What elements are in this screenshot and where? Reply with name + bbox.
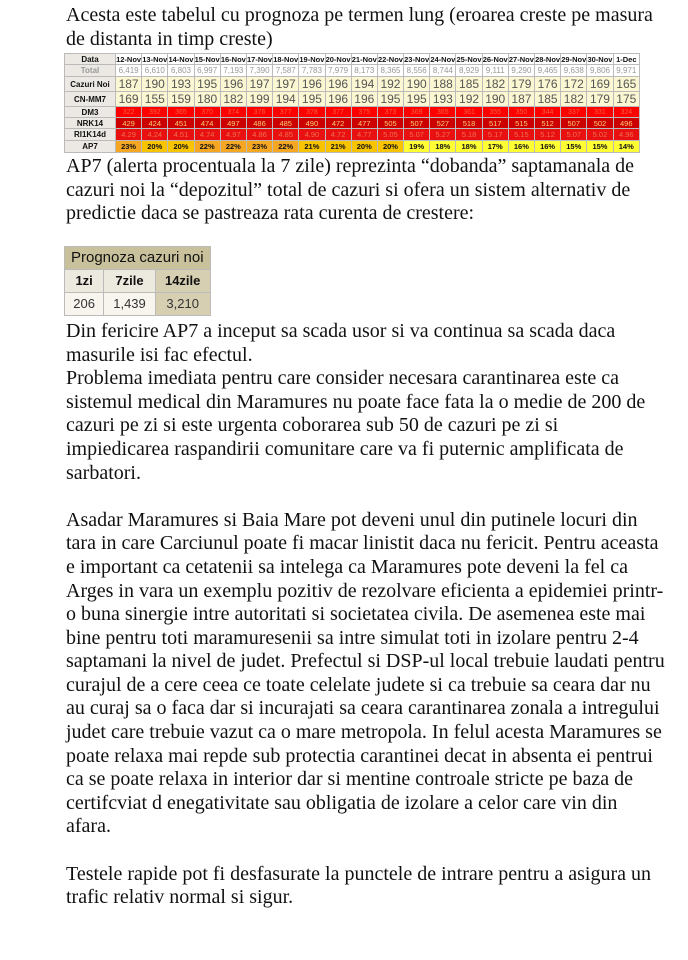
- table-cell: 324: [613, 107, 639, 118]
- table-cell: 199: [246, 92, 272, 107]
- table-cell: 5.07: [561, 129, 587, 141]
- date-header: 14-Nov: [168, 54, 194, 64]
- date-header: 28-Nov: [535, 54, 561, 64]
- table-cell: 185: [456, 77, 482, 92]
- row-label: Cazuri Noi: [65, 77, 116, 92]
- document: [66, 4, 666, 910]
- paragraph: Problema imediata pentru care consider necesara carantinarea este ca sistemul medical din Maramures nu poate face fata la o medie de 200 de cazuri pe zi si este urgenta coborarea sub 50 de cazuri pe zi si impiedicarea raspandirii comunitare care va fi puternic amplificata de sarbatori.: [66, 367, 646, 484]
- table-cell: 14%: [613, 141, 639, 153]
- table-cell: 176: [535, 77, 561, 92]
- table-cell: 477: [351, 118, 377, 129]
- table-cell: 190: [142, 77, 168, 92]
- table-row: [65, 77, 640, 92]
- table-cell: 365: [168, 107, 194, 118]
- table-cell: 192: [377, 77, 403, 92]
- table-row: [65, 107, 640, 118]
- table-cell: 6,419: [116, 65, 142, 77]
- ap7-paragraph: AP7 (alerta procentuala la 7 zile) reprezinta “dobanda” saptamanala de cazuri noi la “depozitul” total de cazuri si ofera un sistem alternativ de predictie daca se pastreaza rata curenta de crestere:: [66, 155, 635, 225]
- table-cell: 7,979: [325, 65, 351, 77]
- table-cell: 472: [325, 118, 351, 129]
- row-label: RI1K14d: [65, 129, 116, 141]
- table-row: [65, 141, 640, 153]
- table-cell: 22%: [194, 141, 220, 153]
- table-cell: 18%: [430, 141, 456, 153]
- table-cell: 378: [299, 107, 325, 118]
- table-cell: 159: [168, 92, 194, 107]
- table-cell: 23%: [246, 141, 272, 153]
- table-cell: 18%: [456, 141, 482, 153]
- table-cell: 185: [535, 92, 561, 107]
- date-header: 16-Nov: [220, 54, 246, 64]
- table-cell: 337: [561, 107, 587, 118]
- date-header: 25-Nov: [456, 54, 482, 64]
- table-cell: 9,290: [508, 65, 534, 77]
- table-cell: 190: [482, 92, 508, 107]
- table-cell: 179: [587, 92, 613, 107]
- table-cell: 365: [430, 107, 456, 118]
- table-cell: 4.97: [220, 129, 246, 141]
- table-cell: 196: [299, 77, 325, 92]
- table-cell: 196: [351, 92, 377, 107]
- table-cell: 374: [220, 107, 246, 118]
- table-cell: 485: [273, 118, 299, 129]
- table-cell: 9,638: [561, 65, 587, 77]
- table-cell: 377: [273, 107, 299, 118]
- table-cell: 5.15: [508, 129, 534, 141]
- table-cell: 507: [404, 118, 430, 129]
- row-label: CN-MM7: [65, 92, 116, 107]
- table-cell: 172: [561, 77, 587, 92]
- table-cell: 361: [456, 107, 482, 118]
- date-header: 17-Nov: [247, 54, 273, 64]
- paragraph: Asadar Maramures si Baia Mare pot deveni unul din putinele locuri din tara in care Carciunul poate fi macar linistit daca nu fericit. Pentru aceasta e important ca cetatenii sa intelega ca Maramures pote deveni la fel ca Arges in vara un exemplu pozitiv de rezolvare eficienta a epidemiei printr-o buna sinergie intre autoritati si societatea civila. De asemenea este mai bine pentru toti maramuresenii sa intre simulat toti in izolare pentru 2-4 saptamani la nivel de judet. Prefectul si DSP-ul local trebuie laudati pentru curajul de a cere ceea ce toate celelate judete si ca trebuie sa ceara dar nu au curaj sa o faca dar si incurajati sa ceara carantinarea zonala a intregului judet care trebuie vazut ca o mare metropola. In felul acesta Maramures se poate relaxa mai repde sub protectia carantinei decat in absenta ei pentrui ca se poate relaxa in interior dar si mentine controale stricte pe baza de certifcviat d enegativitate sau obligatia de izolare a celor care vin din afara.: [66, 508, 665, 838]
- table-cell: 507: [561, 118, 587, 129]
- table-cell: 197: [246, 77, 272, 92]
- date-header: 15-Nov: [194, 54, 220, 64]
- table-cell: 424: [142, 118, 168, 129]
- table-cell: 4.85: [273, 129, 299, 141]
- date-header: 1-Dec: [613, 54, 639, 65]
- table-cell: 17%: [482, 141, 508, 153]
- table-cell: 517: [482, 118, 508, 129]
- table-cell: 9,111: [482, 65, 508, 77]
- table-row: [65, 92, 640, 107]
- table-cell: 6,610: [142, 65, 168, 77]
- table-cell: 21%: [325, 141, 351, 153]
- table-cell: 331: [587, 107, 613, 118]
- table-cell: 5.07: [404, 129, 430, 141]
- table-cell: 165: [613, 77, 639, 92]
- table-cell: 20%: [351, 141, 377, 153]
- table-cell: 373: [377, 107, 403, 118]
- date-header: 12-Nov: [116, 54, 142, 64]
- forecast-header: 1zi: [65, 269, 104, 292]
- table-cell: 350: [508, 107, 534, 118]
- table-cell: 7,390: [246, 65, 272, 77]
- table-cell: 182: [220, 92, 246, 107]
- table-cell: 377: [325, 107, 351, 118]
- table-cell: 505: [377, 118, 403, 129]
- table-cell: 15%: [587, 141, 613, 153]
- table-cell: 322: [116, 107, 142, 118]
- table-cell: 194: [351, 77, 377, 92]
- table-cell: 187: [508, 92, 534, 107]
- table-cell: 16%: [535, 141, 561, 153]
- table-cell: 21%: [299, 141, 325, 153]
- table-cell: 22%: [220, 141, 246, 153]
- table-cell: 16%: [508, 141, 534, 153]
- table-cell: 496: [613, 118, 639, 129]
- date-header: 26-Nov: [482, 54, 508, 64]
- table-cell: 20%: [142, 141, 168, 153]
- table-cell: 4.29: [116, 129, 142, 141]
- paragraph: Din fericire AP7 a inceput sa scada usor si va continua sa scada daca masurile isi fac efectul.: [66, 319, 616, 366]
- table-cell: 180: [194, 92, 220, 107]
- table-row: [65, 118, 640, 129]
- table-cell: 7,783: [299, 65, 325, 77]
- table-cell: 512: [535, 118, 561, 129]
- table-cell: 196: [325, 92, 351, 107]
- table-cell: 4.24: [142, 129, 168, 141]
- table-cell: 4.72: [325, 129, 351, 141]
- table-cell: 9,465: [535, 65, 561, 77]
- date-header: 13-Nov: [142, 54, 168, 64]
- header-label: Data: [65, 54, 116, 65]
- table-row: [65, 65, 640, 77]
- paragraph: Testele rapide pot fi desfasurate la punctele de intrare pentru a asigura un trafic relativ normal si sigur.: [66, 862, 652, 909]
- table-cell: 4.96: [613, 129, 639, 141]
- forecast-value: 1,439: [104, 292, 156, 315]
- table-cell: 155: [142, 92, 168, 107]
- table-cell: 9,971: [613, 65, 639, 77]
- table-cell: 7,587: [273, 65, 299, 77]
- table-cell: 497: [220, 118, 246, 129]
- table-cell: 193: [430, 92, 456, 107]
- table-cell: 188: [430, 77, 456, 92]
- table-cell: 490: [299, 118, 325, 129]
- table-cell: 8,365: [377, 65, 403, 77]
- table-cell: 527: [430, 118, 456, 129]
- table-cell: 20%: [377, 141, 403, 153]
- table-cell: 392: [142, 107, 168, 118]
- table-cell: 192: [456, 92, 482, 107]
- table-cell: 4.90: [299, 129, 325, 141]
- table-cell: 182: [561, 92, 587, 107]
- table-cell: 15%: [561, 141, 587, 153]
- table-cell: 195: [377, 92, 403, 107]
- row-label: DM3: [65, 107, 116, 118]
- date-header: 21-Nov: [351, 54, 377, 64]
- table-cell: 9,806: [587, 65, 613, 77]
- table-cell: 19%: [404, 141, 430, 153]
- table-cell: 190: [404, 77, 430, 92]
- date-header: 22-Nov: [377, 54, 403, 64]
- table-cell: 4.86: [246, 129, 272, 141]
- table-cell: 8,744: [430, 65, 456, 77]
- table-row: [65, 129, 640, 141]
- table-cell: 179: [508, 77, 534, 92]
- table-cell: 5.12: [535, 129, 561, 141]
- table-cell: 193: [168, 77, 194, 92]
- date-header: 29-Nov: [561, 54, 587, 64]
- forecast-value: 206: [65, 292, 104, 315]
- date-header: 18-Nov: [273, 54, 299, 64]
- table-cell: 4.74: [194, 129, 220, 141]
- table-cell: 6,803: [168, 65, 194, 77]
- table-cell: 187: [116, 77, 142, 92]
- table-header-row: [65, 54, 640, 65]
- row-label: NRK14: [65, 118, 116, 129]
- date-header: 30-Nov: [587, 54, 613, 64]
- table-cell: 474: [194, 118, 220, 129]
- table-cell: 196: [220, 77, 246, 92]
- forecast-value: 3,210: [155, 292, 210, 315]
- table-cell: 355: [482, 107, 508, 118]
- table-cell: 195: [194, 77, 220, 92]
- table-cell: 5.05: [377, 129, 403, 141]
- table-cell: 7,193: [220, 65, 246, 77]
- table-cell: 195: [299, 92, 325, 107]
- table-cell: 5.27: [430, 129, 456, 141]
- table-cell: 344: [535, 107, 561, 118]
- table-cell: 8,556: [404, 65, 430, 77]
- row-label: Total: [65, 65, 116, 77]
- forecast-title: Prognoza cazuri noi: [65, 246, 211, 269]
- table-cell: 197: [273, 77, 299, 92]
- table-cell: 169: [587, 77, 613, 92]
- date-header: 20-Nov: [325, 54, 351, 64]
- new-cases-forecast-table: [64, 246, 211, 316]
- date-header: 19-Nov: [299, 54, 325, 64]
- table-cell: 195: [404, 92, 430, 107]
- table-cell: 369: [404, 107, 430, 118]
- table-cell: 22%: [273, 141, 299, 153]
- table-cell: 5.02: [587, 129, 613, 141]
- row-label: AP7: [65, 141, 116, 153]
- table-cell: 169: [116, 92, 142, 107]
- table-cell: 8,929: [456, 65, 482, 77]
- table-cell: 6,997: [194, 65, 220, 77]
- table-cell: 4.51: [168, 129, 194, 141]
- table-cell: 451: [168, 118, 194, 129]
- table-cell: 20%: [168, 141, 194, 153]
- table-cell: 375: [351, 107, 377, 118]
- table-cell: 5.18: [456, 129, 482, 141]
- table-cell: 518: [456, 118, 482, 129]
- forecast-header: 14zile: [155, 269, 210, 292]
- table-cell: 182: [482, 77, 508, 92]
- intro-text: Acesta este tabelul cu prognoza pe termen lung (eroarea creste pe masura de distanta in timp creste): [66, 4, 653, 50]
- date-header: 23-Nov: [404, 54, 430, 64]
- forecast-long-term-table: [64, 53, 640, 153]
- date-header: 24-Nov: [430, 54, 456, 64]
- table-cell: 376: [246, 107, 272, 118]
- table-cell: 370: [194, 107, 220, 118]
- table-cell: 515: [508, 118, 534, 129]
- table-cell: 8,173: [351, 65, 377, 77]
- table-cell: 486: [246, 118, 272, 129]
- date-header: 27-Nov: [508, 54, 534, 64]
- table-cell: 23%: [116, 141, 142, 153]
- table-cell: 502: [587, 118, 613, 129]
- table-cell: 196: [325, 77, 351, 92]
- table-cell: 429: [116, 118, 142, 129]
- table-cell: 4.77: [351, 129, 377, 141]
- table-cell: 175: [613, 92, 639, 107]
- table-cell: 194: [273, 92, 299, 107]
- forecast-header: 7zile: [104, 269, 156, 292]
- table-cell: 5.17: [482, 129, 508, 141]
